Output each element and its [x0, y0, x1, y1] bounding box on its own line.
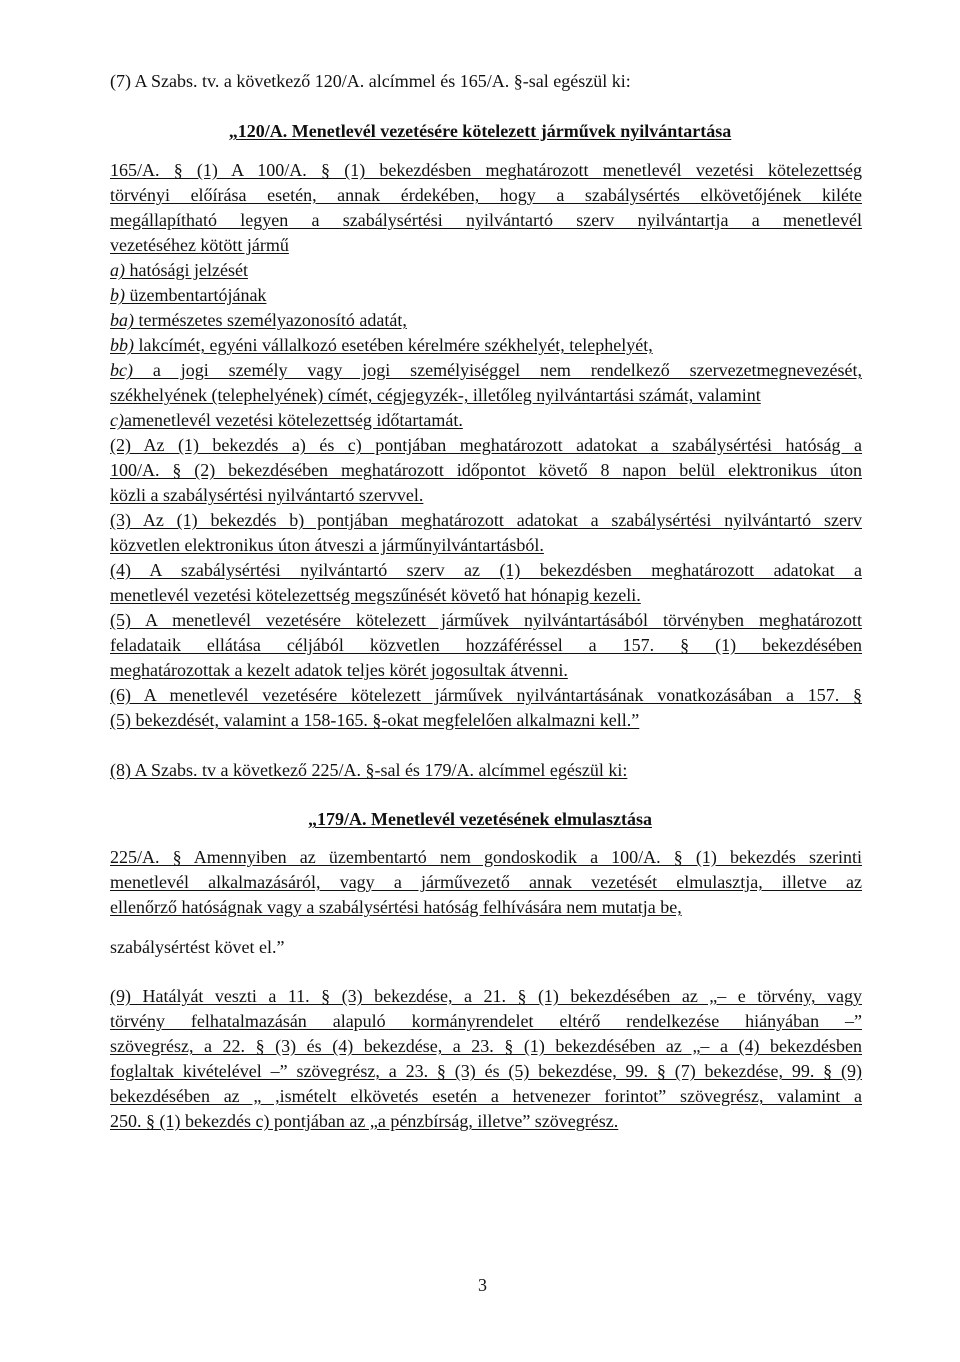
paragraph-9-line-4: foglaltak kivételével –” szövegrész, a 23. § (3) és (5) bekezdése, 99. § (7) bekezdése, 99. § (9) [110, 1061, 862, 1081]
point-b [110, 284, 266, 306]
paragraph-165a-1-line-3: megállapítható legyen a szabálysértési nyilvántartó szerv nyilvántartja a menetlevél [110, 210, 862, 230]
point-ba-label: ba) [110, 310, 134, 330]
paragraph-2-line-3: közli a szabálysértési nyilvántartó szervvel. [110, 485, 424, 505]
paragraph-9-line-2: törvény felhatalmazásán alapuló kormányrendelet eltérő rendelkezése hiányában –” [110, 1011, 862, 1031]
point-bc-text: a jogi személy vagy jogi személyiséggel nem rendelkező szervezetmegnevezését, [132, 360, 862, 380]
amendment-intro-8: (8) A Szabs. tv a következő 225/A. §-sal és 179/A. alcímmel egészül ki: [110, 760, 628, 780]
point-bc-line-2: székhelyének (telephelyének) címét, cégjegyzék-, illetőleg nyilvántartási számát, valamint [110, 385, 761, 405]
paragraph-165a-1-line-2: törvényi előírása esetén, annak érdekében, hogy a szabálysértés elkövetőjének kiléte [110, 185, 862, 205]
amendment-intro-7: (7) A Szabs. tv. a következő 120/A. alcímmel és 165/A. §-sal egészül ki: [110, 71, 631, 91]
point-c-text: amenetlevél vezetési kötelezettség időtartamát. [123, 410, 463, 430]
point-a-label: a) [110, 260, 125, 280]
paragraph-225a-line-1: 225/A. § Amennyiben az üzembentartó nem gondoskodik a 100/A. § (1) bekezdés szerinti [110, 847, 862, 867]
point-bb [110, 334, 653, 356]
paragraph-9-line-3: szövegrész, a 22. § (3) és (4) bekezdése, a 23. § (1) bekezdésében az „– a (4) bekezdésben [110, 1036, 862, 1056]
paragraph-6-line-1: (6) A menetlevél vezetésére kötelezett járművek nyilvántartásának vonatkozásában a 157. § [110, 685, 862, 705]
paragraph-165a-1-line-1: 165/A. § (1) A 100/A. § (1) bekezdésben meghatározott menetlevél vezetési kötelezettség [110, 160, 862, 180]
paragraph-3-line-1: (3) Az (1) bekezdés b) pontjában meghatározott adatokat a szabálysértési nyilvántartó szerv [110, 510, 862, 530]
paragraph-4-line-2: menetlevél vezetési kötelezettség megszűnését követő hat hónapig kezeli. [110, 585, 641, 605]
point-bb-text: lakcímét, egyéni vállalkozó esetében kérelmére székhelyét, telephelyét, [134, 335, 653, 355]
page-number: 3 [478, 1275, 487, 1295]
point-bc-label: bc) [110, 360, 133, 380]
point-b-label: b) [110, 285, 125, 305]
paragraph-165a-1-line-4: vezetéséhez kötött jármű [110, 235, 289, 255]
paragraph-2-line-2: 100/A. § (2) bekezdésében meghatározott időpontot követő 8 napon belül elektronikus úton [110, 460, 862, 480]
section-heading-120a: „120/A. Menetlevél vezetésére kötelezett járművek nyilvántartása [228, 121, 732, 141]
point-c [110, 409, 463, 431]
paragraph-6-line-2: (5) bekezdését, valamint a 158-165. §-okat megfelelően alkalmazni kell.” [110, 710, 640, 730]
paragraph-9-line-6: 250. § (1) bekezdés c) pontjában az „a pénzbírság, illetve” szövegrész. [110, 1111, 619, 1131]
point-ba [110, 309, 407, 331]
paragraph-225a-line-3: ellenőrző hatóságnak vagy a szabálysértési hatóság felhívására nem mutatja be, [110, 897, 682, 917]
point-bb-label: bb) [110, 335, 134, 355]
paragraph-5-line-1: (5) A menetlevél vezetésére kötelezett járművek nyilvántartásából törvényben meghatározott [110, 610, 862, 630]
paragraph-9-line-5: bekezdésében az „ ,ismételt elkövetés esetén a hetvenezer forintot” szövegrész, valamint a [110, 1086, 862, 1106]
point-a-text: hatósági jelzését [125, 260, 248, 280]
paragraph-9-line-1: (9) Hatályát veszti a 11. § (3) bekezdése, a 21. § (1) bekezdésében az „– e törvény, vagy [110, 986, 862, 1006]
paragraph-225a-line-4: szabálysértést követ el.” [110, 937, 285, 957]
paragraph-4-line-1: (4) A szabálysértési nyilvántartó szerv az (1) bekezdésben meghatározott adatokat a [110, 560, 862, 580]
point-c-label: c) [110, 410, 124, 430]
point-bc [110, 359, 862, 381]
point-b-text: üzembentartójának [125, 285, 267, 305]
paragraph-3-line-2: közvetlen elektronikus úton átveszi a járműnyilvántartásból. [110, 535, 544, 555]
paragraph-5-line-2: feladataik ellátása céljából közvetlen hozzáféréssel a 157. § (1) bekezdésében [110, 635, 862, 655]
paragraph-225a-line-2: menetlevél alkalmazásáról, vagy a járművezető annak vezetését elmulasztja, illetve az [110, 872, 862, 892]
paragraph-2-line-1: (2) Az (1) bekezdés a) és c) pontjában meghatározott adatokat a szabálysértési hatóság a [110, 435, 862, 455]
paragraph-5-line-3: meghatározottak a kezelt adatok teljes körét jogosultak átvenni. [110, 660, 568, 680]
point-ba-text: természetes személyazonosító adatát, [134, 310, 407, 330]
point-a [110, 259, 248, 281]
section-heading-179a: „179/A. Menetlevél vezetésének elmulasztása [308, 809, 652, 829]
